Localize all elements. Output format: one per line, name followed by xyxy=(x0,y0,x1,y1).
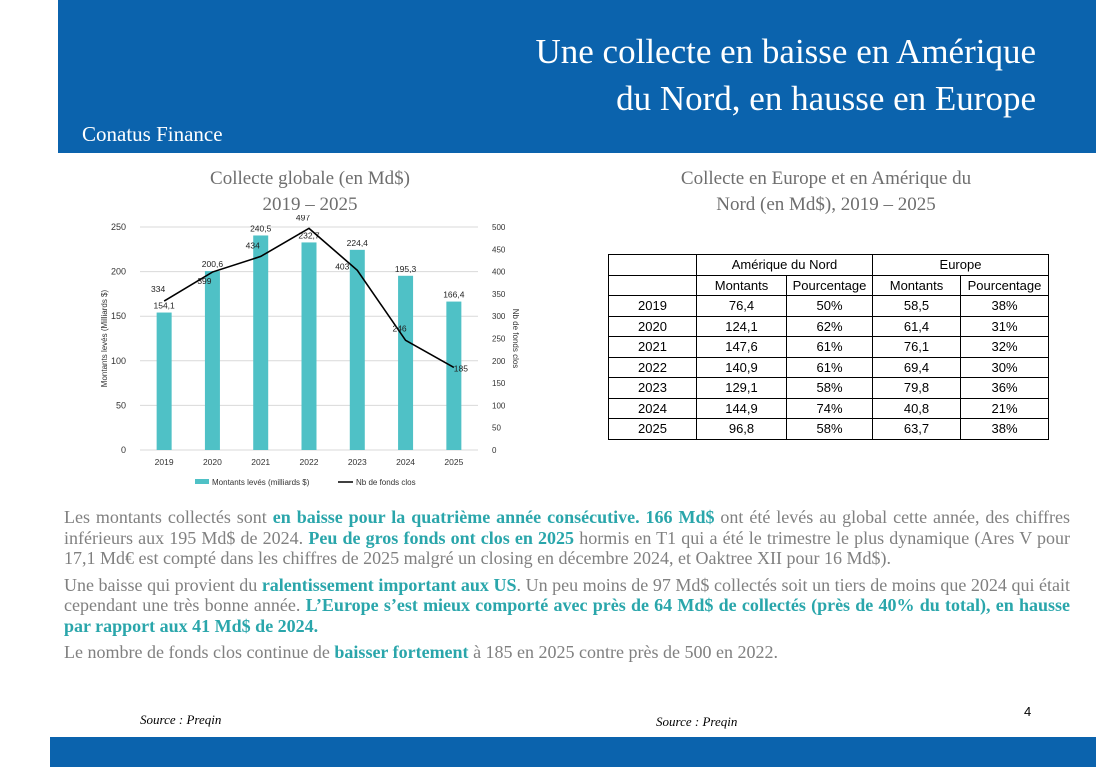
bar-2024 xyxy=(398,276,413,450)
left-chart-title-line-1: Collecte globale (en Md$) xyxy=(210,168,410,189)
bar-value-label: 232,7 xyxy=(298,230,320,241)
y2-tick-label: 0 xyxy=(492,446,497,455)
source-left: Source : Preqin xyxy=(140,712,222,727)
table-year-cell: 2023 xyxy=(609,378,697,399)
x-tick-label: 2025 xyxy=(444,457,464,467)
y-tick-label: 0 xyxy=(120,445,126,455)
legend-bar-swatch xyxy=(195,479,209,484)
page-title-line-2: du Nord, en hausse en Europe xyxy=(616,79,1036,118)
collecte-globale-chart xyxy=(95,215,530,495)
table-cell: 124,1 xyxy=(697,316,787,337)
text-span: . Un peu moins de 97 Md$ collectés soit un tiers de moins que 2024 qui était cependant une très bonne année. xyxy=(64,574,1071,615)
legend-line-label: Nb de fonds clos xyxy=(356,478,416,487)
y2-tick-label: 50 xyxy=(492,423,501,433)
table-cell: 58,5 xyxy=(873,296,961,317)
table-cell: 62% xyxy=(787,316,873,337)
table-cell: 31% xyxy=(961,316,1049,337)
bar-2023 xyxy=(350,250,365,450)
y2-tick-label: 400 xyxy=(492,267,506,277)
line-value-label: 434 xyxy=(245,240,260,251)
highlight-text: Peu de gros fonds ont clos en 2025 xyxy=(308,527,575,548)
y2-tick-label: 300 xyxy=(492,312,506,322)
right-chart-title xyxy=(616,166,1036,218)
highlight-text: baisser fortement xyxy=(334,642,469,662)
table-cell: 140,9 xyxy=(697,357,787,378)
y2-tick-label: 500 xyxy=(492,223,506,232)
text-span: hormis en T1 qui a été le trimestre le plus dynamique (Ares V pour 17,1 Md€ est compté dans les chiffres de 2025 malgré un closing en décembre 2024, et Oaktree XII pour 16 Md$). xyxy=(64,527,1071,568)
text-span: Le nombre de fonds clos continue de xyxy=(64,642,335,662)
bar-value-label: 224,4 xyxy=(346,237,368,248)
table-sub-header: Montants xyxy=(697,275,787,296)
x-tick-label: 2019 xyxy=(154,457,174,467)
left-chart-title xyxy=(150,166,470,218)
bar-value-label: 200,6 xyxy=(201,259,224,270)
table-sub-header-row xyxy=(609,275,1049,296)
table-sub-header: Pourcentage xyxy=(787,275,873,296)
y-tick-label: 200 xyxy=(110,266,126,277)
line-value-label: 185 xyxy=(453,363,468,374)
table-cell: 61,4 xyxy=(873,316,961,337)
table-row xyxy=(609,419,1049,440)
commentary-paragraph-2 xyxy=(64,575,1070,637)
bar-value-label: 240,5 xyxy=(250,223,272,234)
line-value-label: 497 xyxy=(295,215,311,223)
table-corner-cell xyxy=(609,275,697,296)
table-cell: 40,8 xyxy=(873,398,961,419)
table-row xyxy=(609,296,1049,317)
y-axis-label: Montants levés (Milliards $) xyxy=(100,289,109,388)
y2-axis-label: Nb de fonds clos xyxy=(511,308,520,369)
highlight-text: en baisse pour la quatrième année consécutive. 166 Md$ xyxy=(272,507,715,527)
bar-2025 xyxy=(446,302,461,450)
table-year-cell: 2022 xyxy=(609,357,697,378)
table-group-header-north-america: Amérique du Nord xyxy=(697,255,873,276)
line-value-label: 403 xyxy=(335,261,350,272)
y-tick-label: 250 xyxy=(110,222,126,232)
bar-value-label: 166,4 xyxy=(443,289,465,300)
table-row xyxy=(609,337,1049,358)
text-span: à 185 en 2025 contre près de 500 en 2022. xyxy=(468,642,778,662)
x-tick-label: 2023 xyxy=(347,457,367,467)
page-title xyxy=(536,28,1037,122)
left-chart-title-line-2: 2019 – 2025 xyxy=(262,194,358,215)
y2-tick-label: 150 xyxy=(492,379,506,389)
y2-tick-label: 450 xyxy=(492,245,506,255)
table-row xyxy=(609,357,1049,378)
table-cell: 76,4 xyxy=(697,296,787,317)
table-cell: 74% xyxy=(787,398,873,419)
y-tick-label: 100 xyxy=(110,355,126,366)
y2-tick-label: 250 xyxy=(492,334,506,344)
table-sub-header: Pourcentage xyxy=(961,275,1049,296)
y-tick-label: 50 xyxy=(115,400,126,411)
table-cell: 76,1 xyxy=(873,337,961,358)
table-cell: 38% xyxy=(961,419,1049,440)
source-right: Source : Preqin xyxy=(656,714,738,729)
highlight-text: ralentissement important aux US xyxy=(261,574,517,595)
table-cell: 30% xyxy=(961,357,1049,378)
table-cell: 147,6 xyxy=(697,337,787,358)
text-span: ont été levés au global cette année, des chiffres inférieurs aux 195 Md$ de 2024. xyxy=(64,507,1070,548)
y-tick-label: 150 xyxy=(110,311,126,322)
table-cell: 79,8 xyxy=(873,378,961,399)
text-span: Les montants collectés sont xyxy=(64,507,273,527)
y2-tick-label: 350 xyxy=(492,289,506,299)
table-cell: 38% xyxy=(961,296,1049,317)
commentary-paragraph-3 xyxy=(64,642,1070,663)
table-cell: 63,7 xyxy=(873,419,961,440)
table-year-cell: 2020 xyxy=(609,316,697,337)
table-cell: 36% xyxy=(961,378,1049,399)
collecte-table xyxy=(608,254,1049,440)
table-cell: 129,1 xyxy=(697,378,787,399)
table-sub-header: Montants xyxy=(873,275,961,296)
page-number: 4 xyxy=(1024,704,1032,719)
table-cell: 61% xyxy=(787,337,873,358)
bar-value-label: 154,1 xyxy=(153,300,175,311)
right-chart-title-line-2: Nord (en Md$), 2019 – 2025 xyxy=(716,194,936,215)
table-row xyxy=(609,316,1049,337)
line-value-label: 246 xyxy=(392,323,407,334)
highlight-text: L’Europe s’est mieux comporté avec près de 64 Md$ de collectés (près de 40% du total), en hausse par rapport aux 41 Md$ de 2024. xyxy=(64,595,1070,636)
legend-bar-label: Montants levés (milliards $) xyxy=(212,478,310,487)
commentary-paragraph-1 xyxy=(64,507,1070,569)
line-value-label: 334 xyxy=(151,284,166,295)
table-body xyxy=(609,296,1049,440)
x-tick-label: 2024 xyxy=(396,457,416,467)
table-cell: 58% xyxy=(787,419,873,440)
table-row xyxy=(609,378,1049,399)
table-corner-cell xyxy=(609,255,697,276)
footer-banner xyxy=(50,737,1096,767)
bar-2021 xyxy=(253,235,268,450)
x-tick-label: 2022 xyxy=(299,457,319,467)
table-year-cell: 2019 xyxy=(609,296,697,317)
brand-name: Conatus Finance xyxy=(82,122,223,146)
y2-tick-label: 200 xyxy=(492,356,506,366)
table-cell: 21% xyxy=(961,398,1049,419)
table-cell: 96,8 xyxy=(697,419,787,440)
table-cell: 69,4 xyxy=(873,357,961,378)
line-value-label: 399 xyxy=(197,276,212,287)
table-cell: 50% xyxy=(787,296,873,317)
table-row xyxy=(609,398,1049,419)
text-span: Une baisse qui provient du xyxy=(64,574,262,595)
bar-2022 xyxy=(302,242,317,450)
table-group-header-europe: Europe xyxy=(873,255,1049,276)
x-tick-label: 2020 xyxy=(202,457,222,467)
table-year-cell: 2021 xyxy=(609,337,697,358)
table-cell: 32% xyxy=(961,337,1049,358)
bar-2020 xyxy=(205,271,220,450)
table-year-cell: 2025 xyxy=(609,419,697,440)
page-title-line-1: Une collecte en baisse en Amérique xyxy=(535,32,1036,71)
table-group-header-row xyxy=(609,255,1049,276)
right-chart-title-line-1: Collecte en Europe et en Amérique du xyxy=(680,168,972,189)
x-tick-label: 2021 xyxy=(251,457,271,467)
table-cell: 144,9 xyxy=(697,398,787,419)
table-cell: 61% xyxy=(787,357,873,378)
table-year-cell: 2024 xyxy=(609,398,697,419)
bar-value-label: 195,3 xyxy=(394,263,417,274)
commentary-text xyxy=(64,507,1070,669)
bar-2019 xyxy=(157,313,172,450)
table-cell: 58% xyxy=(787,378,873,399)
y2-tick-label: 100 xyxy=(492,401,506,411)
